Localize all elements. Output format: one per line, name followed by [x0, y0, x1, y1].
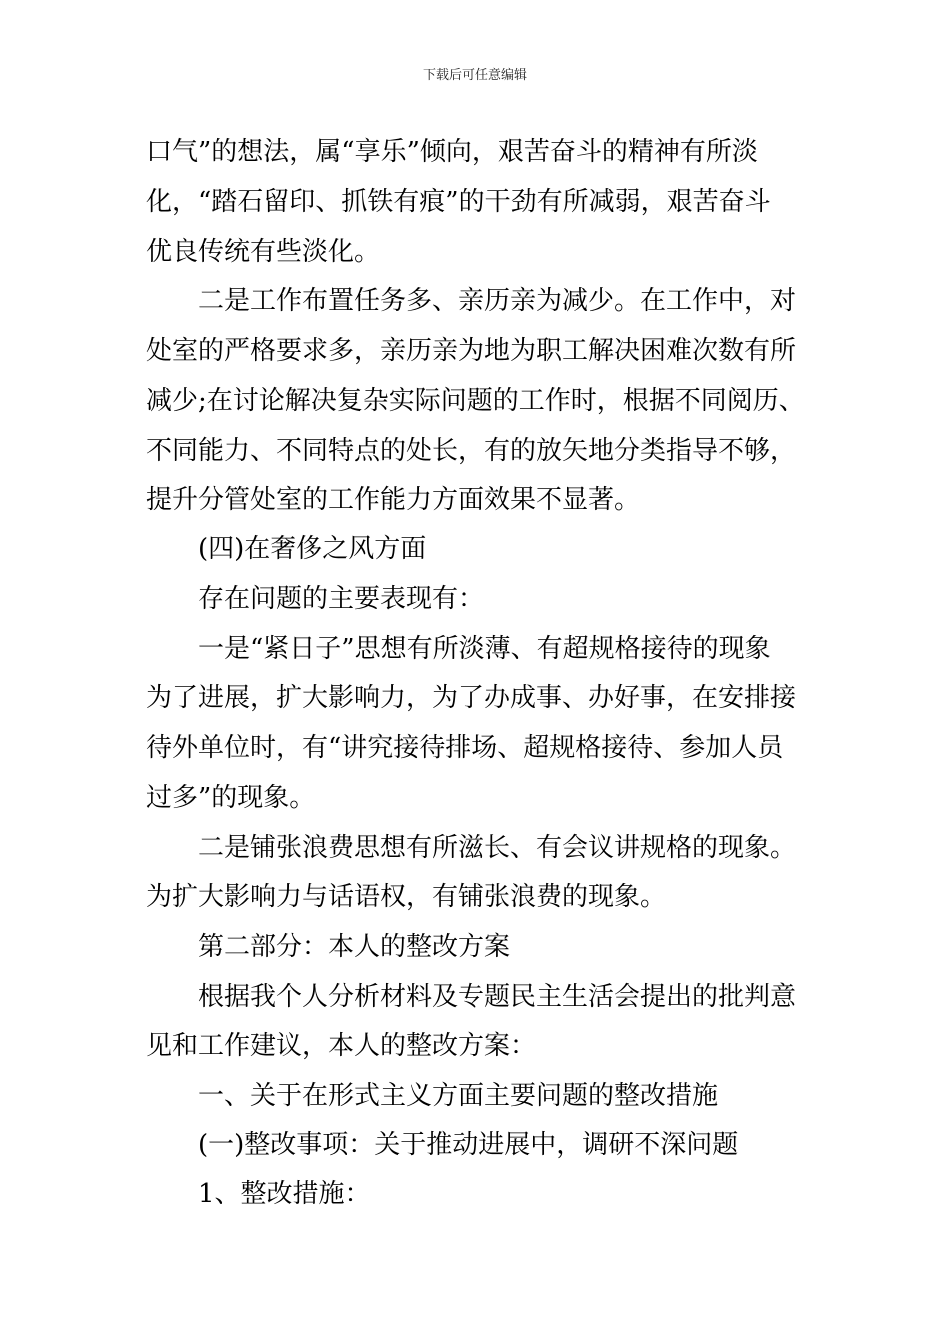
body-line: 口气”的想法，属“享乐”倾向，艰苦奋斗的精神有所淡 [146, 137, 758, 167]
section-heading: (一)整改事项：关于推动进展中，调研不深问题 [198, 1130, 739, 1160]
body-line: 提升分管处室的工作能力方面效果不显著。 [146, 485, 641, 515]
body-line: 为扩大影响力与话语权，有铺张浪费的现象。 [146, 882, 667, 912]
body-line: 一是“紧日子”思想有所淡薄、有超规格接待的现象 [198, 634, 771, 664]
body-line: 过多”的现象。 [146, 783, 316, 813]
page-header: 下载后可任意编辑 [422, 68, 527, 83]
section-heading: 1、整改措施： [198, 1179, 371, 1209]
body-line: 见和工作建议，本人的整改方案： [146, 1031, 537, 1061]
body-line: 为了进展，扩大影响力，为了办成事、办好事，在安排接 [146, 683, 797, 713]
body-line: 减少;在讨论解决复杂实际问题的工作时，根据不同阅历、 [146, 386, 805, 416]
section-heading: 一、关于在形式主义方面主要问题的整改措施 [198, 1081, 719, 1111]
body-line: 根据我个人分析材料及专题民主生活会提出的批判意 [198, 982, 797, 1012]
body-line: 优良传统有些淡化。 [146, 237, 381, 267]
body-line: 二是铺张浪费思想有所滋长、有会议讲规格的现象。 [198, 833, 797, 863]
body-line: 存在问题的主要表现有： [198, 584, 485, 614]
section-heading: (四)在奢侈之风方面 [198, 534, 427, 564]
body-line: 二是工作布置任务多、亲历亲为减少。在工作中，对 [198, 286, 797, 316]
body-line: 不同能力、不同特点的处长，有的放矢地分类指导不够， [146, 436, 797, 466]
body-line: 待外单位时，有“讲究接待排场、超规格接待、参加人员 [146, 733, 784, 763]
body-line: 处室的严格要求多，亲历亲为地为职工解决困难次数有所 [146, 336, 797, 366]
section-heading: 第二部分：本人的整改方案 [198, 932, 511, 962]
body-line: 化，“踏石留印、抓铁有痕”的干劲有所减弱，艰苦奋斗 [146, 187, 771, 217]
